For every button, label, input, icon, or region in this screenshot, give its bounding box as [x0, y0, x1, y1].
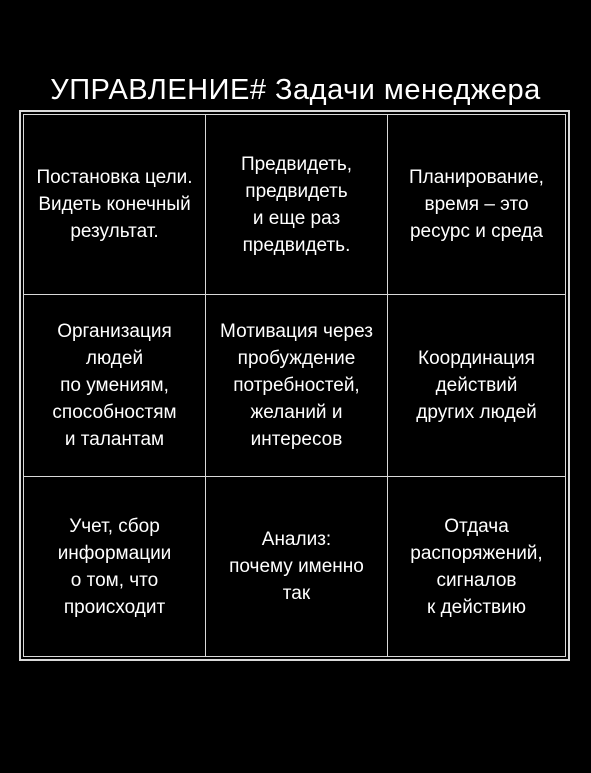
grid-cell-text: Предвидеть, предвидеть и еще раз предвидеть.	[240, 153, 353, 256]
task-grid-frame	[19, 110, 570, 661]
grid-cell-goal-setting	[24, 115, 206, 295]
grid-cell-text: Анализ: почему именно так	[229, 529, 364, 604]
grid-cell-organization	[24, 295, 206, 477]
grid-cell-coordination	[388, 295, 565, 477]
task-grid	[23, 114, 566, 657]
grid-cell-motivation	[206, 295, 388, 477]
grid-cell-text: Мотивация через пробуждение потребностей, желаний и интересов	[220, 321, 373, 450]
grid-cell-text: Отдача распоряжений, сигналов к действию	[410, 515, 543, 618]
grid-cell-analysis	[206, 477, 388, 656]
page-title: УПРАВЛЕНИЕ# Задачи менеджера	[50, 74, 541, 106]
grid-cell-text: Планирование, время – это ресурс и среда	[409, 167, 544, 242]
grid-cell-text: Учет, сбор информации о том, что происходит	[57, 515, 172, 618]
grid-cell-foresight	[206, 115, 388, 295]
grid-cell-planning	[388, 115, 565, 295]
grid-cell-accounting	[24, 477, 206, 656]
grid-cell-text: Постановка цели. Видеть конечный результат.	[36, 167, 193, 242]
grid-cell-directives	[388, 477, 565, 656]
grid-cell-text: Организация людей по умениям, способностям и талантам	[52, 321, 177, 450]
grid-cell-text: Координация действий других людей	[416, 348, 537, 423]
